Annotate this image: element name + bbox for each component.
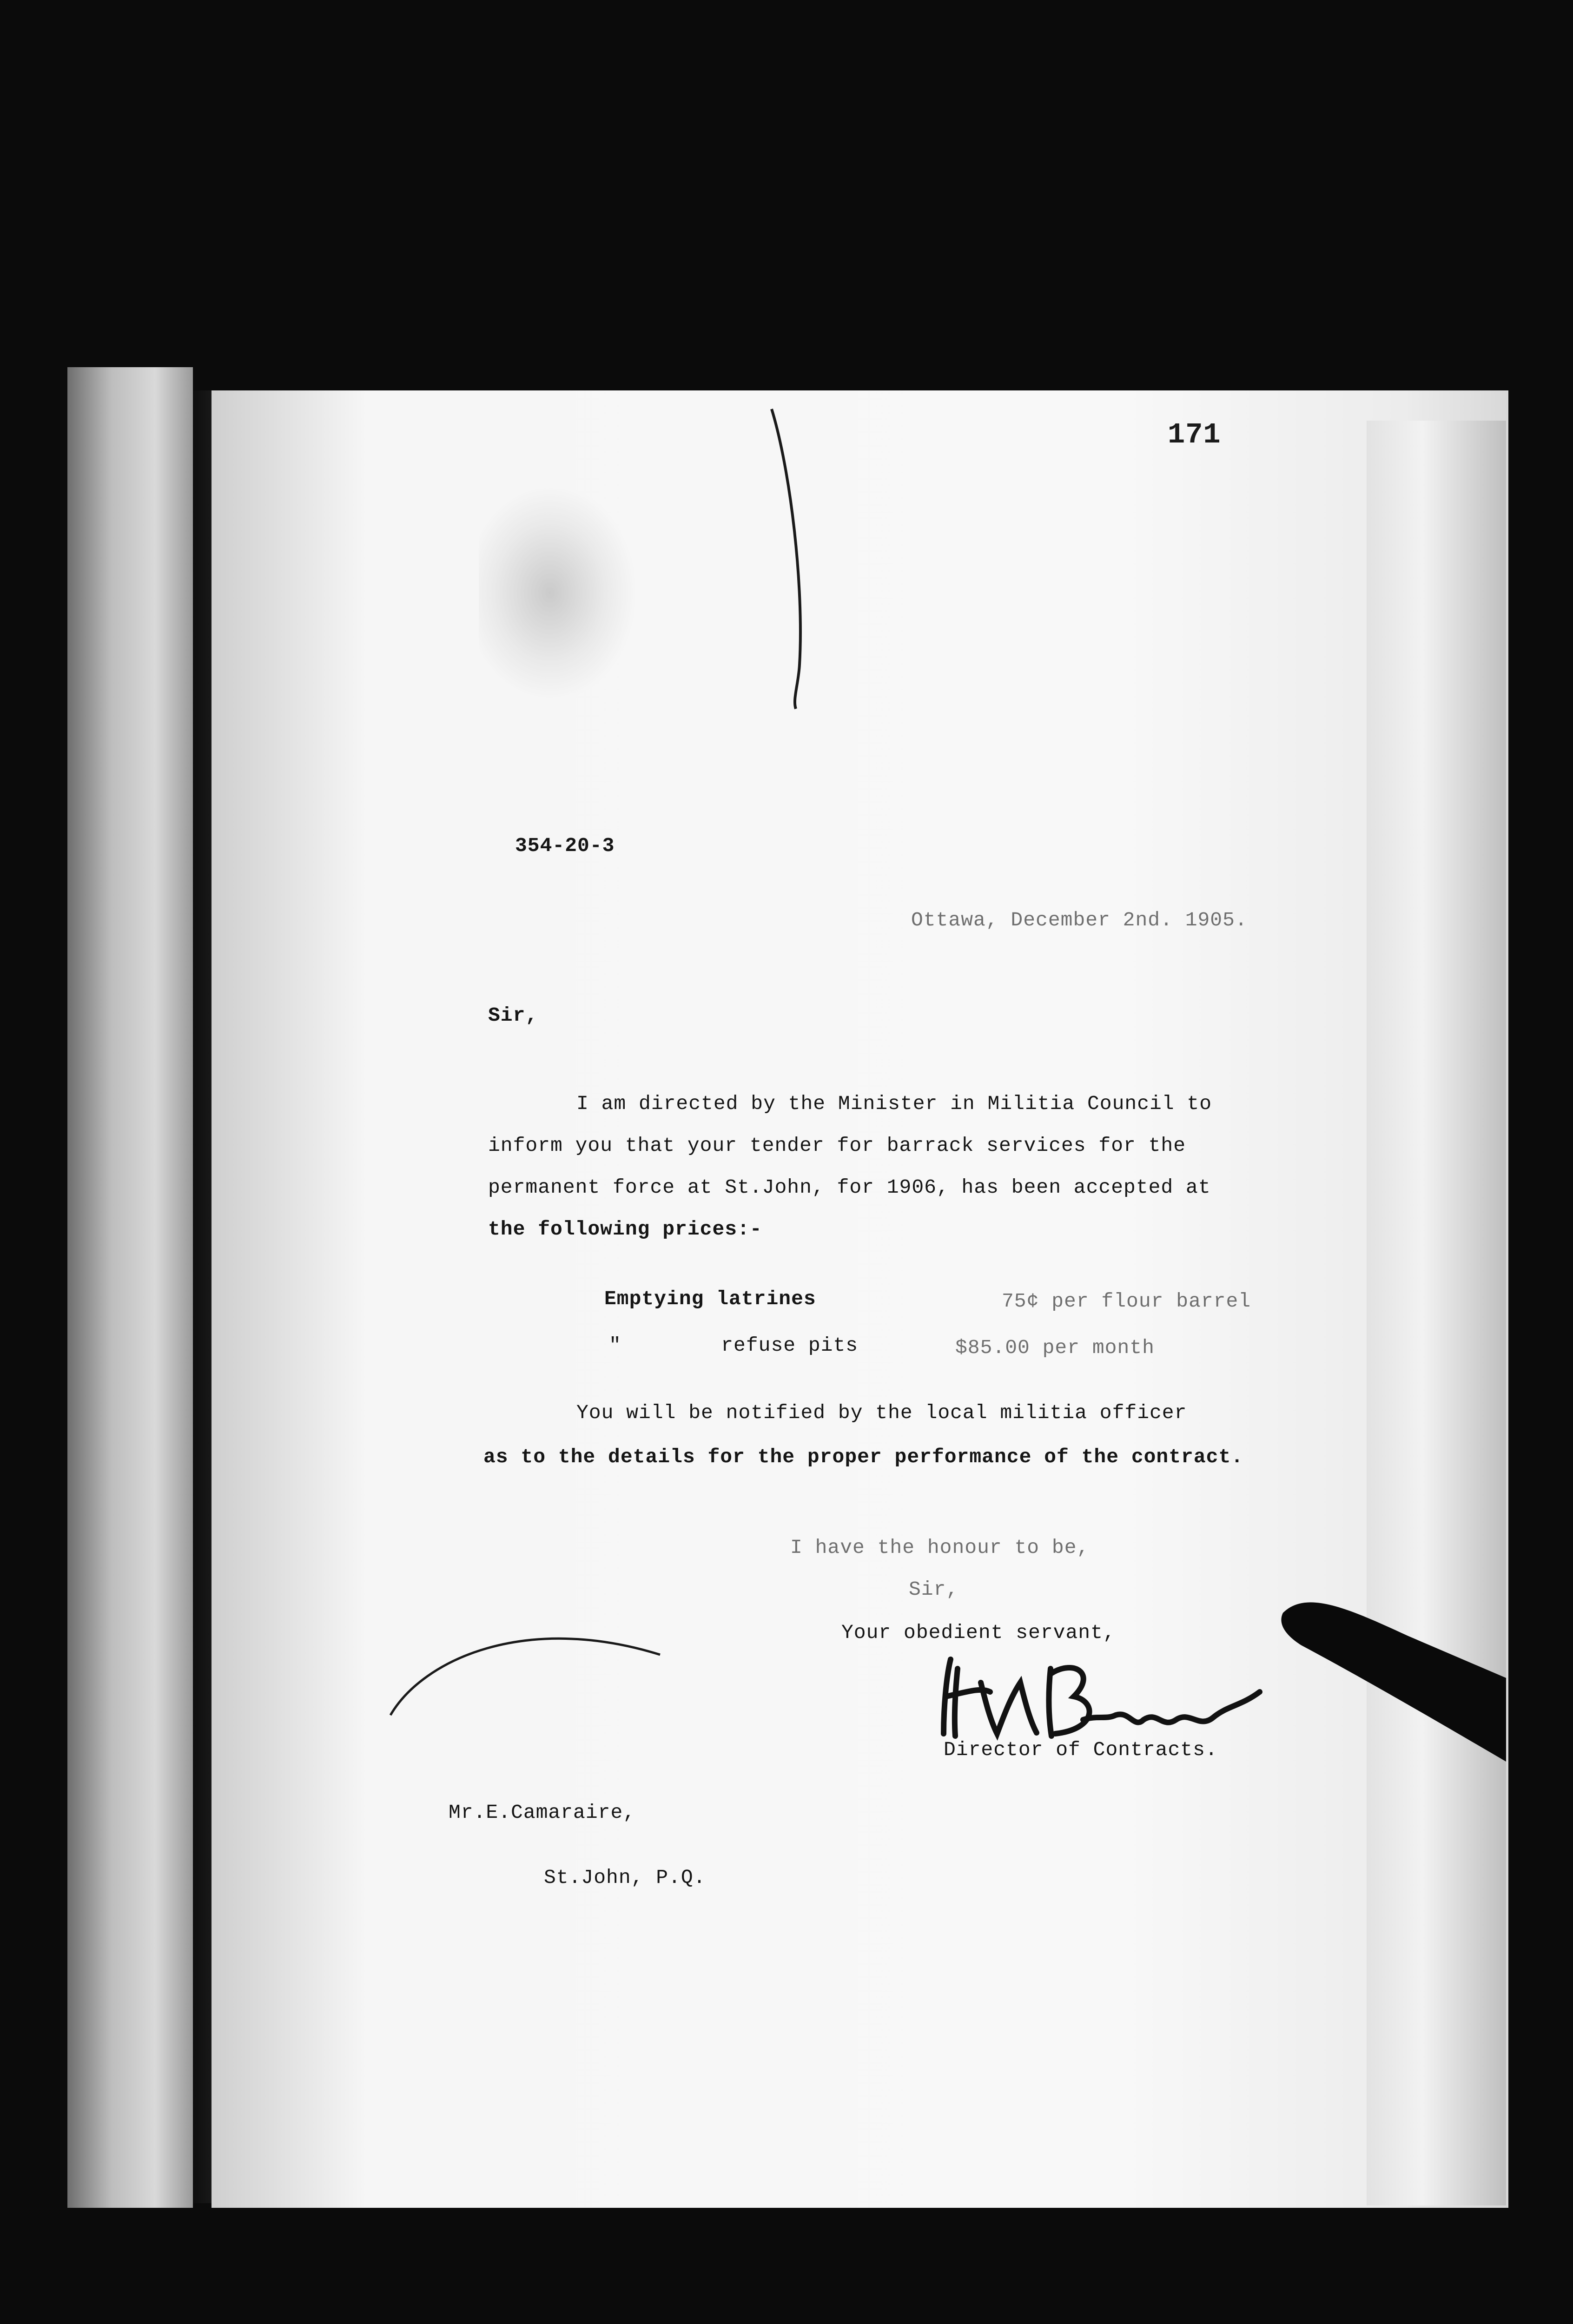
- body-line-2: inform you that your tender for barrack services for the: [488, 1134, 1186, 1157]
- price-value-1: 75¢ per flour barrel: [1002, 1290, 1251, 1313]
- body-line-3: permanent force at St.John, for 1906, has been accepted at: [488, 1176, 1211, 1199]
- price-item-2: " refuse pits: [609, 1334, 859, 1357]
- closing-line-2: Sir,: [909, 1578, 959, 1601]
- closing-line-3: Your obedient servant,: [841, 1621, 1116, 1644]
- body-line-1: I am directed by the Minister in Militia Council to: [576, 1092, 1212, 1115]
- notice-line-2: as to the details for the proper performance of the contract.: [483, 1446, 1244, 1468]
- pencil-arc: [390, 1638, 660, 1715]
- signature-mark: [944, 1659, 1260, 1736]
- price-value-2: $85.00 per month: [955, 1336, 1155, 1359]
- body-line-4: the following prices:-: [488, 1218, 762, 1241]
- notice-line-1: You will be notified by the local militia officer: [576, 1401, 1187, 1424]
- recipient-address: St.John, P.Q.: [544, 1866, 706, 1889]
- closing-line-1: I have the honour to be,: [790, 1536, 1090, 1559]
- recipient-name: Mr.E.Camaraire,: [449, 1801, 636, 1824]
- pencil-stroke: [772, 409, 800, 709]
- date-line: Ottawa, December 2nd. 1905.: [911, 909, 1248, 931]
- price-item-1: Emptying latrines: [604, 1287, 816, 1310]
- salutation: Sir,: [488, 1004, 538, 1027]
- signature-title: Director of Contracts.: [944, 1738, 1218, 1761]
- page-number: 171: [1168, 418, 1221, 451]
- file-reference: 354-20-3: [515, 834, 615, 857]
- pen-tip-shadow: [1281, 1602, 1506, 1762]
